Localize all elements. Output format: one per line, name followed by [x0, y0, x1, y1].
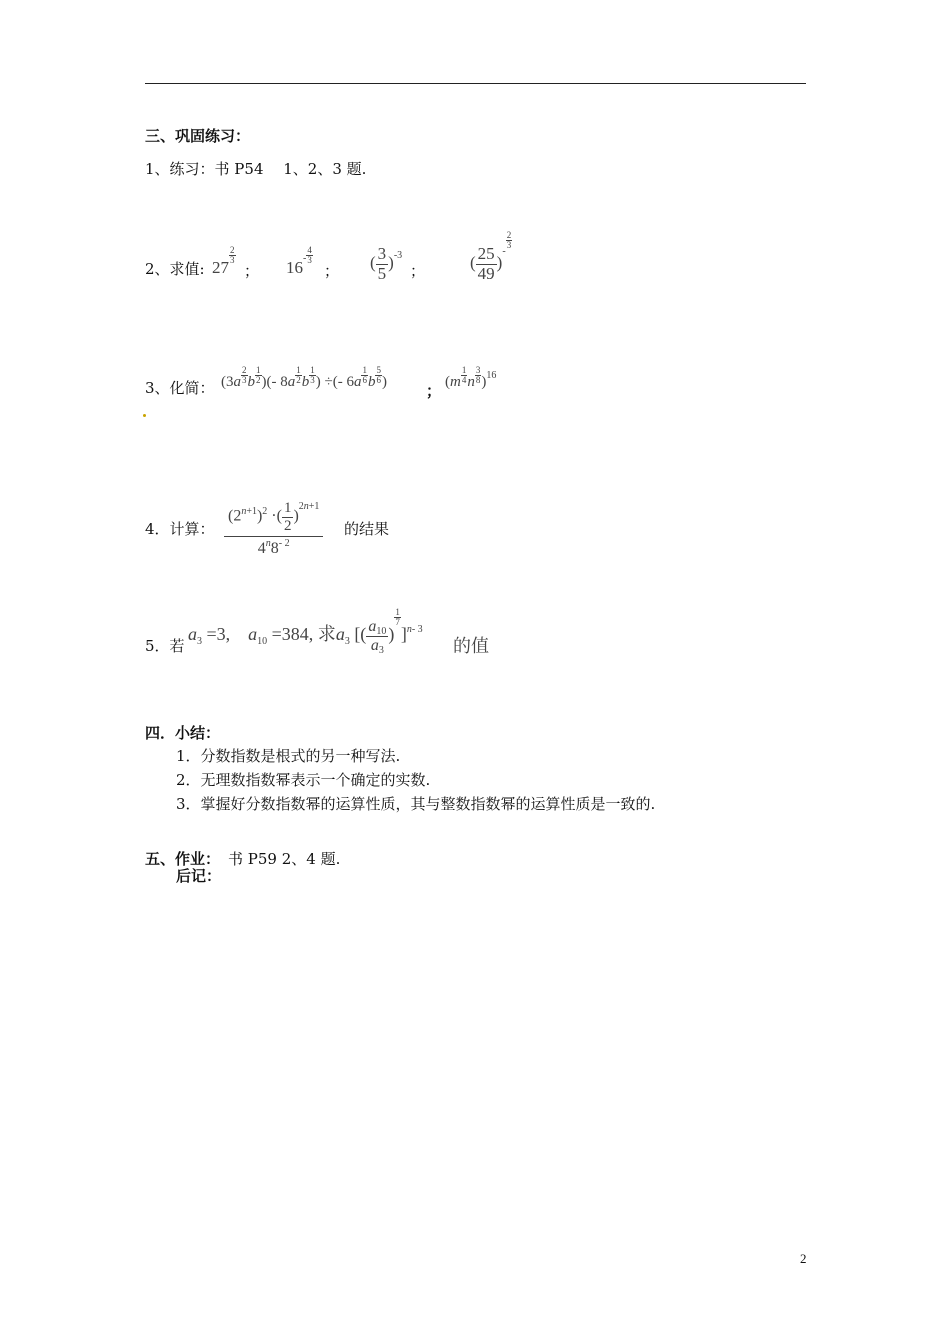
- q2-expr-4: ( $\frac{25}{49}$ )- $\frac{2}{3}$: [470, 230, 512, 283]
- q3-sep: ；: [426, 382, 442, 400]
- question-5-label: 5．若: [145, 637, 185, 655]
- homework-text: 书 P59 2、4 题.: [228, 850, 341, 868]
- question-3-label: 3、化简：: [145, 379, 215, 397]
- q3-expr-1: (3a $\frac{2}{3}$ b $\frac{1}{2}$ )(- 8a $\frac{1}{2}$ b $\frac{1}{3}$ ) ÷(- 6a $\frac{1}{6}$ b $\frac{5}{6}$ ): [221, 365, 387, 390]
- summary-item-2: 2．无理数指数幂表示一个确定的实数.: [176, 771, 431, 789]
- q2-expr-1: 27 $\frac{2}{3}$: [212, 245, 235, 277]
- q2-sep-1: ；: [244, 262, 260, 280]
- q2-expr-2: 16- $\frac{4}{3}$: [286, 245, 312, 277]
- afterword-label: 后记：: [176, 867, 222, 885]
- question-4-label: 4．计算：: [145, 520, 215, 538]
- section3-title: 三、巩固练习：: [145, 127, 251, 145]
- page-number: 2: [800, 1251, 807, 1266]
- header-rule: [145, 83, 806, 84]
- marker-dot: [143, 414, 146, 417]
- q5-tail: 的值: [453, 636, 489, 657]
- q2-expr-3: ( $\frac{3}{5}$ )$^{-3}$: [370, 244, 403, 283]
- summary-item-1: 1．分数指数是根式的另一种写法.: [176, 747, 401, 765]
- question-1: 1、练习：书 P54 1、2、3 题.: [145, 160, 367, 178]
- q4-tail: 的结果: [344, 520, 390, 538]
- q3-expr-2: (m $\frac{1}{4}$ n $\frac{3}{8}$ )$^{16}$: [445, 365, 497, 390]
- q4-expr: $(2^{n+1})^2$ ·( $\frac{1}{2}$ )$^{2n+1}$ $4^n8^{- 2}$: [224, 500, 323, 558]
- section5-title: 五、作业：: [145, 850, 221, 868]
- q2-sep-2: ；: [324, 262, 340, 280]
- q5-expr: $a_3 =3$, $a_{10} =384$, 求$a_3$ [( $\frac{a10}{a3}$ ) $\frac{1}{7}$ ]$^{n- 3}$: [188, 607, 423, 656]
- section4-title: 四．小结：: [145, 724, 221, 742]
- question-2-label: 2、求值:: [145, 260, 205, 278]
- q2-sep-3: ；: [410, 262, 426, 280]
- summary-item-3: 3．掌握好分数指数幂的运算性质，其与整数指数幂的运算性质是一致的.: [176, 795, 656, 813]
